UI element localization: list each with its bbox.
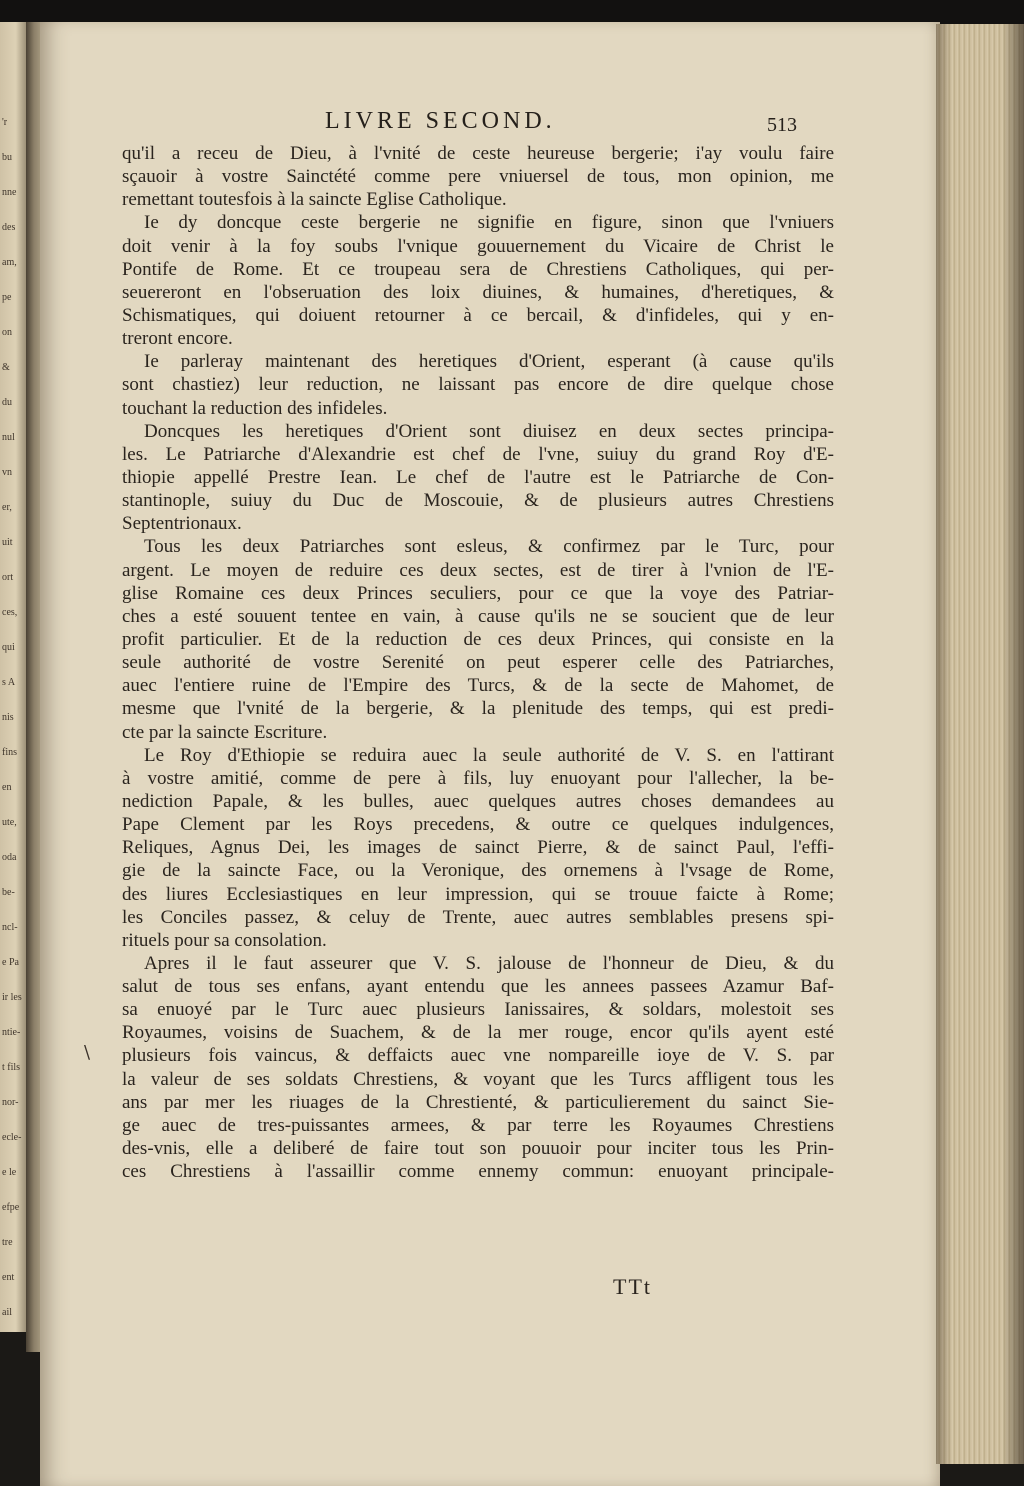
facing-page-fragment: 'r bbox=[2, 117, 8, 128]
facing-page-fragment: ail bbox=[2, 1307, 12, 1318]
facing-page-fragment: nis bbox=[2, 712, 14, 723]
text-line: les. Le Patriarche d'Alexandrie est chef de l'vne, suiuy du grand Roy d'E- bbox=[122, 443, 834, 465]
facing-page-fragment: e le bbox=[2, 1167, 17, 1178]
text-line: qu'il a receu de Dieu, à l'vnité de ceste heureuse bergerie; i'ay voulu faire bbox=[122, 143, 834, 164]
page-edges-shade bbox=[936, 24, 1024, 1464]
book-page bbox=[40, 22, 940, 1486]
facing-page-fragment: ecle- bbox=[2, 1132, 22, 1143]
text-line: glise Romaine ces deux Princes seculiers, pour ce que la voye des Patriar- bbox=[122, 582, 834, 604]
text-line: les Conciles passez, & celuy de Trente, auec autres semblables presens spi- bbox=[122, 906, 834, 928]
facing-page-fragment: t fils bbox=[2, 1062, 21, 1073]
facing-page-edge bbox=[0, 22, 26, 1332]
text-line: des-vnis, elle a deliberé de faire tout son pouuoir pour inciter tous les Prin- bbox=[122, 1138, 834, 1160]
text-line: Pontife de Rome. Et ce troupeau sera de Chrestiens Catholiques, qui per- bbox=[122, 258, 834, 280]
text-line: mesme que l'vnité de la bergerie, & la plenitude des temps, qui est predi- bbox=[122, 698, 834, 720]
text-line: des liures Ecclesiastiques en leur impression, qui se trouue faicte à Rome; bbox=[122, 883, 834, 905]
text-line: Apres il le faut asseurer que V. S. jalouse de l'honneur de Dieu, & du bbox=[144, 952, 834, 974]
text-line: Schismatiques, qui doiuent retourner à ce bercail, & d'infideles, qui y en- bbox=[122, 304, 834, 326]
text-line: ces Chrestiens à l'assaillir comme ennemy commun: enuoyant principale- bbox=[122, 1161, 834, 1183]
text-line: profit particulier. Et de la reduction de ces deux Princes, qui consiste en la bbox=[122, 628, 834, 650]
facing-page-fragment: tre bbox=[2, 1237, 13, 1248]
facing-page-fragment: nul bbox=[2, 432, 15, 443]
facing-page-fragment: ent bbox=[2, 1272, 15, 1283]
facing-page-fragment: uit bbox=[2, 537, 13, 548]
facing-page-fragment: en bbox=[2, 782, 12, 793]
facing-page-fragment: & bbox=[2, 362, 10, 373]
facing-page-fragment: ort bbox=[2, 572, 14, 583]
text-line: salut de tous ses enfans, ayant entendu que les annees passees Azamur Baf- bbox=[122, 976, 834, 998]
text-line: sa enuoyé par le Turc auec plusieurs Ianissaires, & soldars, molestoit ses bbox=[122, 999, 834, 1021]
facing-page-fragment: qui bbox=[2, 642, 15, 653]
text-line: thiopie appellé Prestre Iean. Le chef de l'autre est le Patriarche de Con- bbox=[122, 466, 834, 488]
facing-page-fragment: ces, bbox=[2, 607, 18, 618]
facing-page-fragment: oda bbox=[2, 852, 17, 863]
facing-page-fragment: on bbox=[2, 327, 12, 338]
text-line: remettant toutesfois à la saincte Eglise Catholique. bbox=[122, 189, 507, 211]
facing-page-fragment: fins bbox=[2, 747, 17, 758]
text-line: Pape Clement par les Roys precedens, & outre ce quelques indulgences, bbox=[122, 814, 834, 836]
text-line: Septentrionaux. bbox=[122, 513, 242, 535]
text-line: argent. Le moyen de reduire ces deux sectes, est de tirer à l'vnion de l'E- bbox=[122, 559, 834, 581]
signature-mark: TTt bbox=[613, 1274, 652, 1299]
text-line: plusieurs fois vaincus, & deffaicts auec vne nompareille ioye de V. S. par bbox=[122, 1045, 834, 1067]
text-line: gie de la saincte Face, ou la Veronique, des ornemens à l'vsage de Rome, bbox=[122, 860, 834, 882]
text-line: cte par la saincte Escriture. bbox=[122, 721, 328, 743]
facing-page-fragment: vn bbox=[2, 467, 12, 478]
text-line: touchant la reduction des infideles. bbox=[122, 397, 388, 419]
text-line: Le Roy d'Ethiopie se reduira auec la seule authorité de V. S. en l'attirant bbox=[144, 744, 834, 766]
text-line: ches a esté souuent tentee en vain, à cause qu'ils ne se soucient que de leur bbox=[122, 605, 834, 627]
facing-page-fragment: ncl- bbox=[2, 922, 18, 933]
text-line: seule authorité de vostre Serenité on peut esperer celle des Patriarches, bbox=[122, 652, 834, 674]
text-line: Reliques, Agnus Dei, les images de sainct Pierre, & de sainct Paul, l'effi- bbox=[122, 837, 834, 859]
facing-page-fragment: du bbox=[2, 397, 12, 408]
facing-page-fragment: efpe bbox=[2, 1202, 20, 1213]
text-line: ge auec de tres-puissantes armees, & par terre les Royaumes Chrestiens bbox=[122, 1114, 834, 1136]
facing-page-fragment: e Pa bbox=[2, 957, 19, 968]
text-line: sçauoir à vostre Sainctété comme pere vniuersel de tous, mon opinion, me bbox=[122, 166, 834, 188]
text-line: stantinople, suiuy du Duc de Moscouie, & de plusieurs autres Chrestiens bbox=[122, 490, 834, 512]
text-line: Ie dy doncque ceste bergerie ne signifie en figure, sinon que l'vniuers bbox=[144, 212, 834, 234]
text-line: auec l'entiere ruine de l'Empire des Turcs, & de la secte de Mahomet, de bbox=[122, 675, 834, 697]
margin-mark: \ bbox=[84, 1042, 91, 1063]
facing-page-fragment: nor- bbox=[2, 1097, 19, 1108]
text-line: Ie parleray maintenant des heretiques d'Orient, esperant (à cause qu'ils bbox=[144, 351, 834, 373]
text-line: rituels pour sa consolation. bbox=[122, 929, 327, 951]
text-line: doit venir à la foy soubs l'vnique gouuernement du Vicaire de Christ le bbox=[122, 235, 834, 257]
facing-page-fragment: s A bbox=[2, 677, 16, 688]
body-text bbox=[122, 142, 834, 1183]
text-line: sont chastiez) leur reduction, ne laissant pas encore de dire quelque chose bbox=[122, 374, 834, 396]
text-line: à vostre amitié, comme de pere à fils, luy enuoyant pour l'allecher, la be- bbox=[122, 767, 834, 789]
facing-page-fragment: er, bbox=[2, 502, 12, 513]
facing-page-fragment: am, bbox=[2, 257, 17, 268]
text-line: la valeur de ses soldats Chrestiens, & voyant que les Turcs affligent tous les bbox=[122, 1068, 834, 1090]
facing-page-fragment: be- bbox=[2, 887, 15, 898]
text-line: treront encore. bbox=[122, 328, 233, 350]
facing-page-fragment: ir les bbox=[2, 992, 22, 1003]
running-head: LIVRE SECOND. bbox=[325, 108, 556, 134]
text-line: seuereront en l'obseruation des loix diuines, & humaines, d'heretiques, & bbox=[122, 281, 834, 303]
facing-page-fragment: des bbox=[2, 222, 16, 233]
text-line: Tous les deux Patriarches sont esleus, & confirmez par le Turc, pour bbox=[144, 536, 834, 558]
facing-page-fragment: ntie- bbox=[2, 1027, 21, 1038]
text-line: ans par mer les riuages de la Chrestienté, & particulierement du sainct Sie- bbox=[122, 1091, 834, 1113]
text-line: Doncques les heretiques d'Orient sont diuisez en deux sectes principa- bbox=[144, 420, 834, 442]
page-number: 513 bbox=[767, 114, 797, 136]
text-line: Royaumes, voisins de Suachem, & de la mer rouge, encor qu'ils ayent esté bbox=[122, 1022, 834, 1044]
facing-page-fragment: bu bbox=[2, 152, 12, 163]
facing-page-fragment: nne bbox=[2, 187, 17, 198]
text-line: nediction Papale, & les bulles, auec quelques autres choses demandees au bbox=[122, 790, 834, 812]
facing-page-fragment: pe bbox=[2, 292, 12, 303]
facing-page-fragment: ute, bbox=[2, 817, 17, 828]
